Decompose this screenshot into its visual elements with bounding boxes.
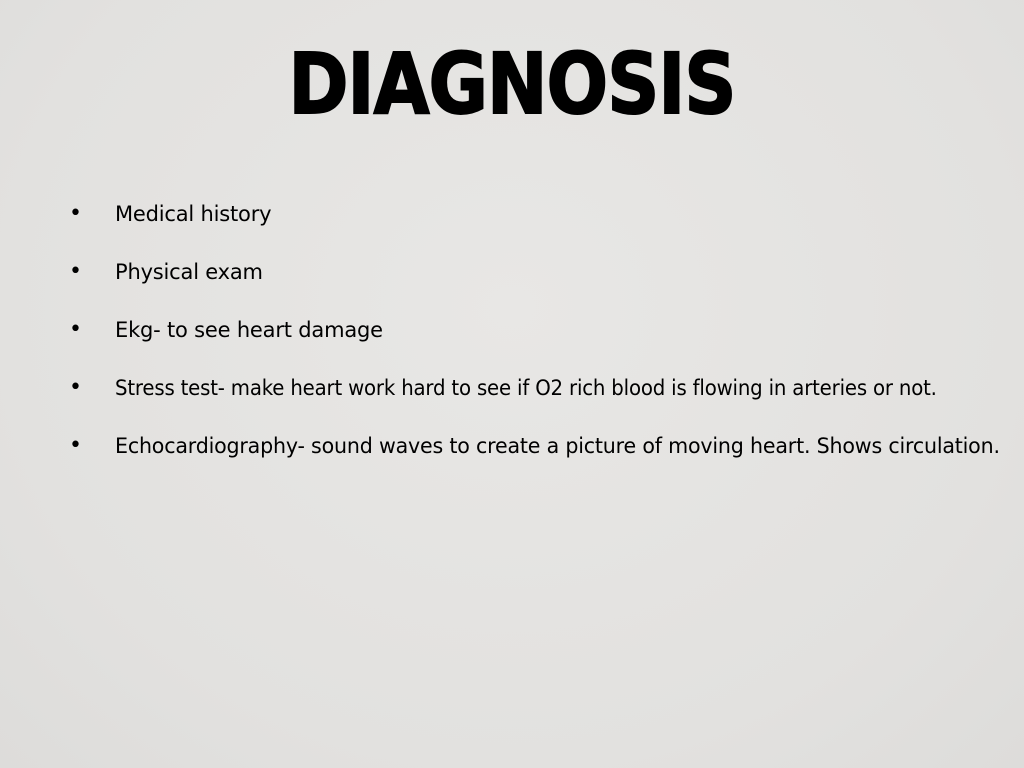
bullet-icon: • bbox=[69, 201, 82, 226]
bullet-text: Medical history bbox=[115, 202, 272, 226]
bullet-item-stress-test bbox=[0, 370, 1024, 428]
bullet-item-physical-exam bbox=[0, 254, 1024, 312]
bullet-icon: • bbox=[69, 259, 82, 284]
bullet-icon: • bbox=[69, 433, 82, 458]
bullet-list bbox=[0, 196, 1024, 486]
slide-title: DIAGNOSIS bbox=[288, 35, 736, 133]
bullet-item-echocardiography bbox=[0, 428, 1024, 486]
bullet-icon: • bbox=[69, 375, 82, 400]
bullet-text: Stress test- make heart work hard to see if O2 rich blood is flowing in arteries or not. bbox=[115, 376, 937, 400]
bullet-icon: • bbox=[69, 317, 82, 342]
bullet-item-medical-history bbox=[0, 196, 1024, 254]
bullet-text: Physical exam bbox=[115, 260, 263, 284]
bullet-text: Echocardiography- sound waves to create a picture of moving heart. Shows circulation. bbox=[115, 434, 1000, 458]
bullet-text: Ekg- to see heart damage bbox=[115, 318, 383, 342]
bullet-item-ekg bbox=[0, 312, 1024, 370]
